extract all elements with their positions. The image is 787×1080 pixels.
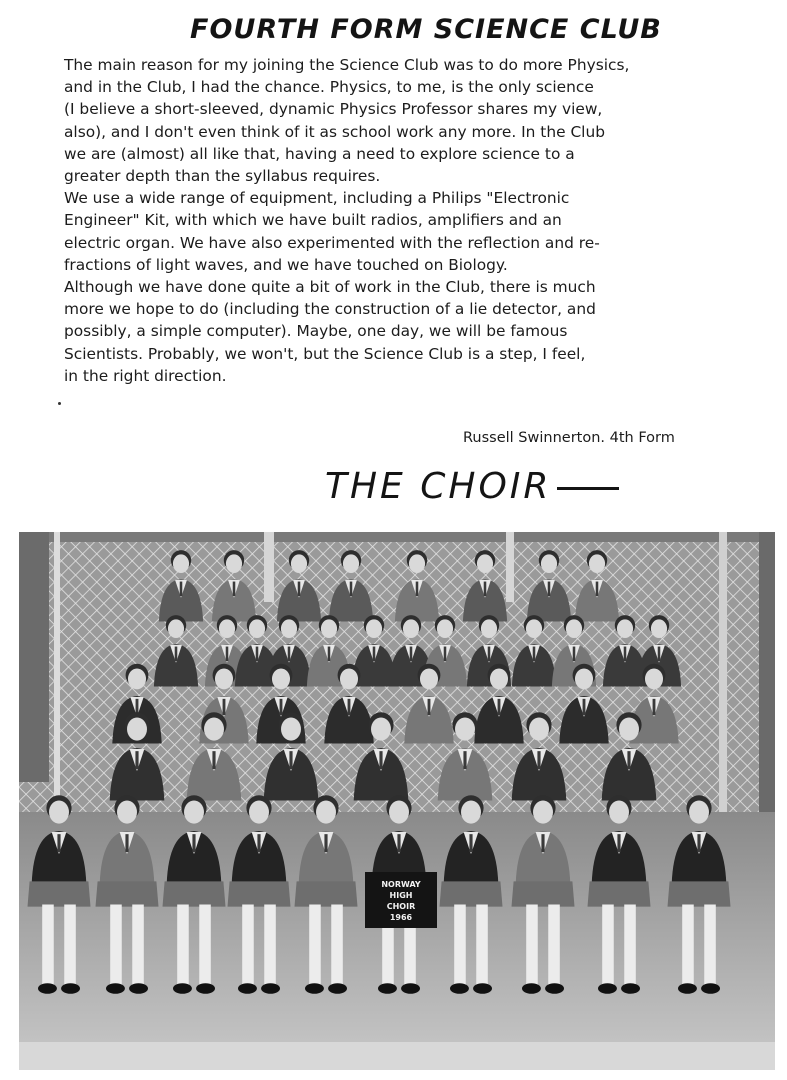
sign-line: HIGH [389,891,413,900]
choir-heading-text: THE CHOIR [325,466,552,507]
article-line: The main reason for my joining the Science Club was to do more Physics, [64,56,630,74]
article-line: fractions of light waves, and we have touched on Biology. [64,255,508,274]
article-line: We use a wide range of equipment, including a Philips "Electronic [64,189,570,208]
sign-line: CHOIR [386,902,416,911]
article-line: we are (almost) all like that, having a need to explore science to a [64,144,575,163]
article-line: Engineer" Kit, with which we have built radios, amplifiers and an [64,211,562,230]
article-line: more we hope to do (including the construction of a lie detector, and [64,300,596,319]
article-line: possibly, a simple computer). Maybe, one day, we will be famous [64,322,568,341]
fence-post [54,532,60,832]
choir-heading [325,466,619,507]
choir-photo [19,532,775,1070]
article-line: Scientists. Probably, we won't, but the Science Club is a step, I feel, [64,344,586,363]
sign-line: NORWAY [381,880,421,889]
article-line: greater depth than the syllabus requires. [64,167,381,186]
signature: Russell Swinnerton. 4th Form [463,430,675,446]
fence-post [506,532,514,602]
article-line: electric organ. We have also experimented with the reflection and re- [64,233,600,252]
fence-post [719,532,727,832]
sign-line: 1966 [389,913,413,922]
article-line: (I believe a short-sleeved, dynamic Physics Professor shares my view, [64,100,603,119]
club-heading: FOURTH FORM SCIENCE CLUB [190,14,662,45]
fence-post [264,532,274,602]
choir-sign [365,872,437,928]
club-article [64,54,724,387]
article-line: in the right direction. [64,366,227,385]
article-line: and in the Club, I had the chance. Physics, to me, is the only science [64,78,594,97]
article-line: also), and I don't even think of it as school work any more. In the Club [64,122,605,141]
article-line: Although we have done quite a bit of work in the Club, there is much [64,278,596,297]
stray-dot [58,402,61,405]
heading-dash [557,487,619,490]
